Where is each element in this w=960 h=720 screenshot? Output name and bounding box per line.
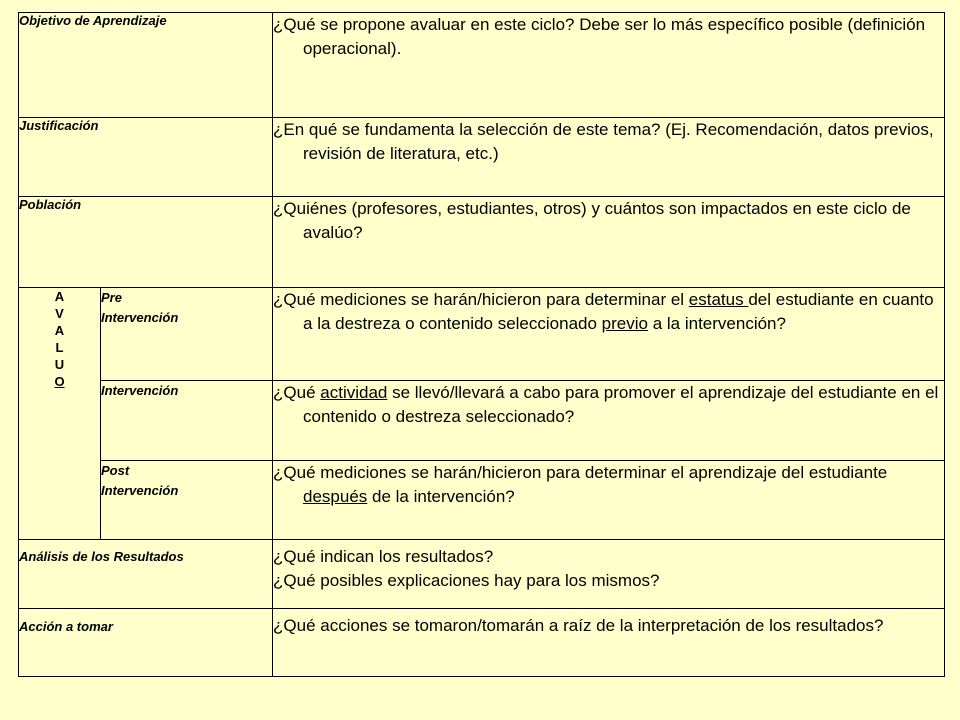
text-segment: de la intervención?: [367, 487, 515, 506]
question-pre-text: [273, 288, 944, 336]
underlined-actividad: actividad: [320, 383, 388, 402]
question-analisis-text1: ¿Qué indican los resultados?: [273, 547, 494, 566]
text-segment: ¿Qué: [273, 383, 321, 402]
avaluo-letter: A: [54, 323, 65, 338]
row-pre-intervencion: [19, 288, 945, 381]
underlined-estatus: estatus: [688, 290, 749, 309]
label-post-intervencion: [101, 461, 273, 540]
underlined-despues: después: [303, 487, 368, 506]
text-segment: del estudiante en cuanto a la destreza o contenido seleccionado: [303, 290, 934, 333]
text-segment: a la intervención?: [647, 314, 786, 333]
label-accion: Acción a tomar: [19, 609, 273, 677]
label-post-line1: Post: [101, 463, 130, 478]
question-post-intervencion: [273, 461, 945, 540]
row-analisis: [19, 540, 945, 609]
question-justificacion: [273, 118, 945, 197]
question-objetivo: [273, 13, 945, 118]
question-analisis: [273, 540, 945, 609]
avaluo-vertical-label: [19, 288, 101, 540]
avaluo-letter: A: [54, 289, 65, 304]
question-accion: [273, 609, 945, 677]
label-intervencion: Intervención: [101, 381, 273, 461]
label-objetivo: Objetivo de Aprendizaje: [19, 13, 273, 118]
label-analisis: Análisis de los Resultados: [19, 540, 273, 609]
question-analisis-text2: ¿Qué posibles explicaciones hay para los mismos?: [273, 571, 660, 590]
row-accion: [19, 609, 945, 677]
underlined-previo: previo: [601, 314, 648, 333]
text-segment: ¿Qué mediciones se harán/hicieron para determinar el: [273, 290, 689, 309]
question-poblacion: [273, 197, 945, 288]
assessment-table: [18, 12, 945, 677]
question-intervencion: [273, 381, 945, 461]
label-post-line2: Intervención: [101, 483, 179, 498]
row-poblacion: [19, 197, 945, 288]
row-objetivo: [19, 13, 945, 118]
row-intervencion: [19, 381, 945, 461]
label-justificacion: Justificación: [19, 118, 273, 197]
row-justificacion: [19, 118, 945, 197]
question-accion-text: ¿Qué acciones se tomaron/tomarán a raíz de la interpretación de los resultados?: [273, 616, 884, 635]
label-pre-intervencion: [101, 288, 273, 381]
text-segment: se llevó/llevará a cabo para promover el aprendizaje del estudiante en el contenido o destreza seleccionado?: [303, 383, 939, 426]
question-poblacion-text: ¿Quiénes (profesores, estudiantes, otros) y cuántos son impactados en este ciclo de avalúo?: [273, 199, 911, 242]
avaluo-letter: U: [54, 357, 65, 372]
text-segment: ¿Qué mediciones se harán/hicieron para determinar el aprendizaje del estudiante: [273, 463, 888, 482]
avaluo-letter: V: [55, 306, 64, 321]
label-pre-line2: Intervención: [101, 310, 179, 325]
avaluo-letter: L: [55, 340, 64, 355]
question-post-text: [273, 461, 944, 509]
label-pre-line1: Pre: [101, 290, 122, 305]
question-objetivo-text: ¿Qué se propone avaluar en este ciclo? Debe ser lo más específico posible (definición operacional).: [273, 15, 926, 58]
avaluo-letter: O: [54, 374, 65, 389]
question-intervencion-text: [273, 381, 944, 429]
question-justificacion-text: ¿En qué se fundamenta la selección de este tema? (Ej. Recomendación, datos previos, revisión de literatura, etc.): [273, 120, 934, 163]
question-pre-intervencion: [273, 288, 945, 381]
label-poblacion: Población: [19, 197, 273, 288]
row-post-intervencion: [19, 461, 945, 540]
